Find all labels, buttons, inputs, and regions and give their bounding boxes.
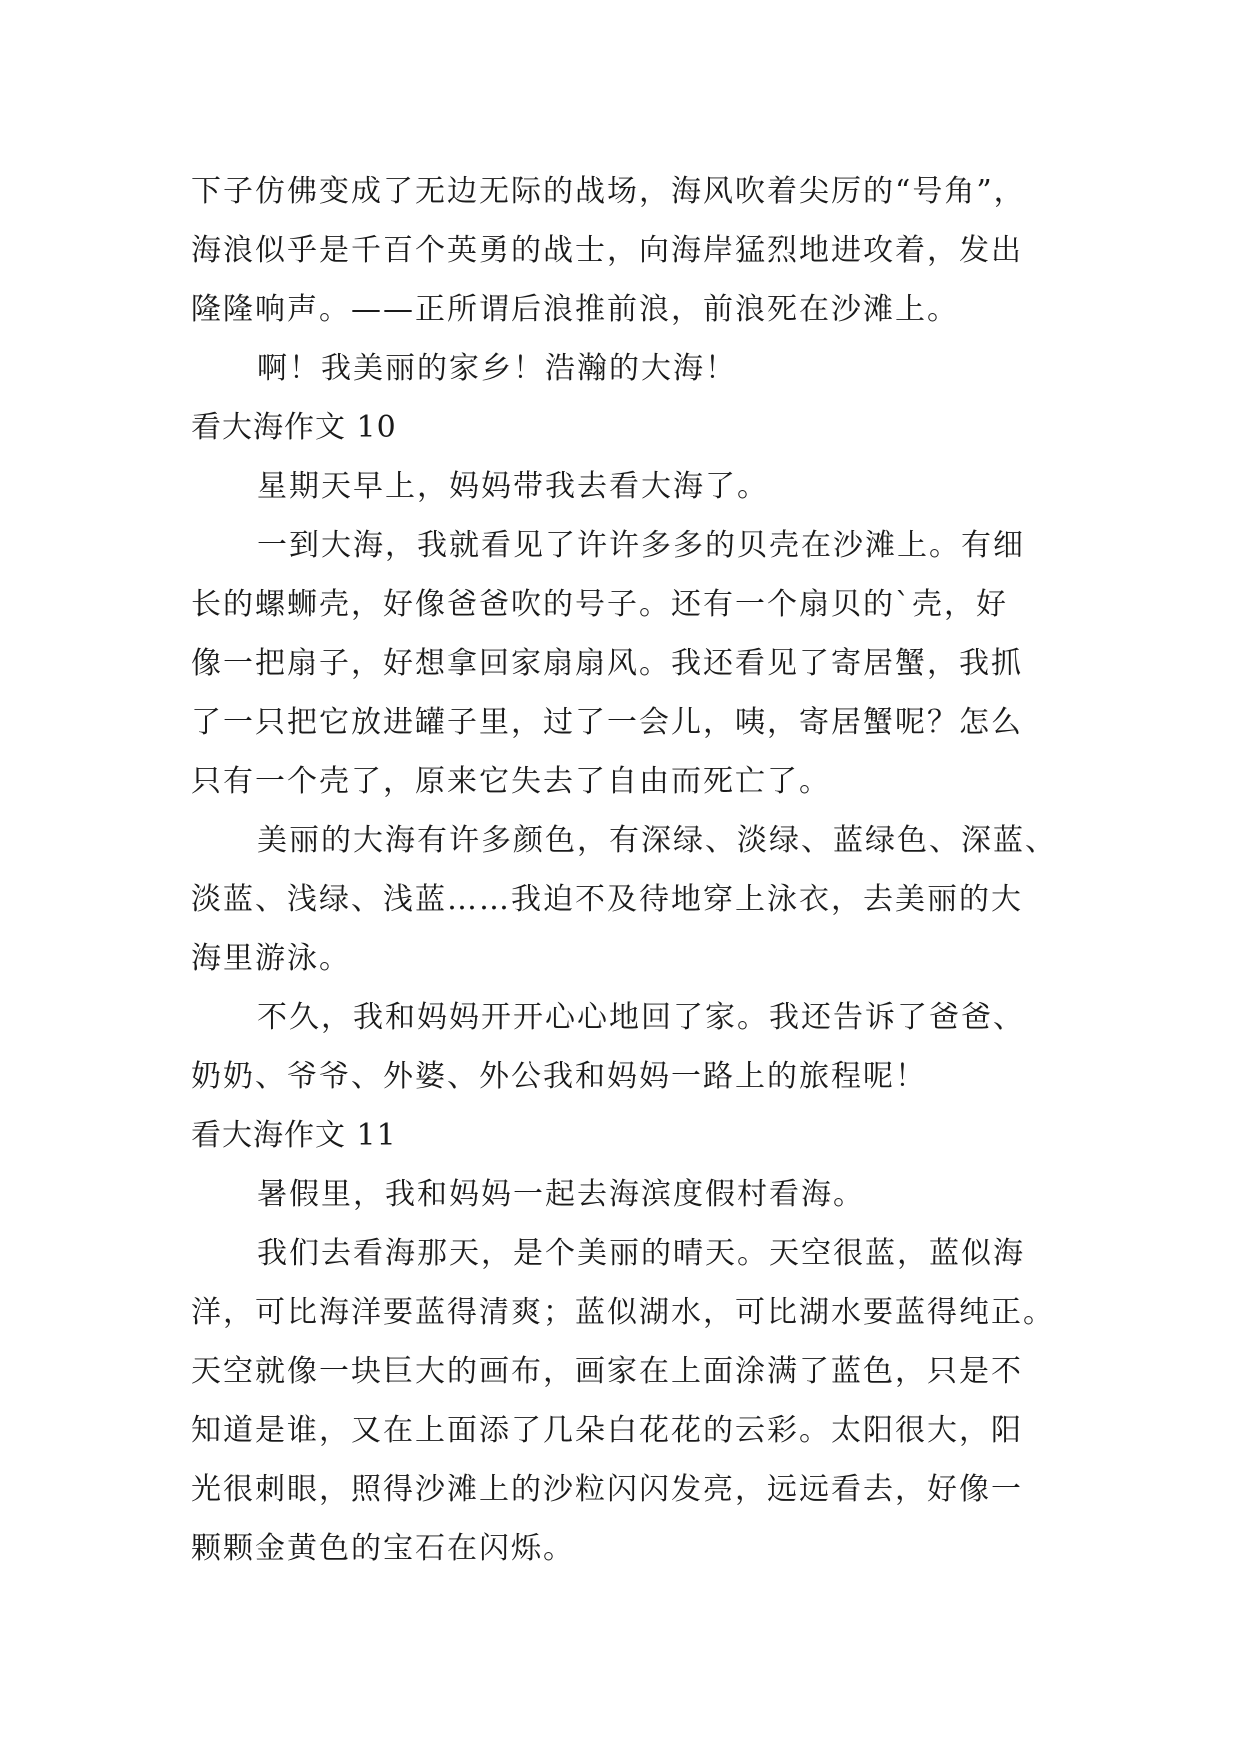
document-body [191, 162, 1061, 1578]
paragraph-line: 啊！我美丽的家乡！浩瀚的大海！ [257, 351, 737, 386]
section-heading-10: 看大海作文 10 [191, 410, 397, 445]
text-line: 知道是谁，又在上面添了几朵白花花的云彩。太阳很大，阳 [191, 1413, 1023, 1448]
paragraph-line: 一到大海，我就看见了许许多多的贝壳在沙滩上。有细 [257, 528, 1025, 563]
text-line: 长的螺蛳壳，好像爸爸吹的号子。还有一个扇贝的`壳，好 [191, 587, 1008, 622]
text-line: 光很刺眼，照得沙滩上的沙粒闪闪发亮，远远看去，好像一 [191, 1472, 1023, 1507]
paragraph-line: 我们去看海那天，是个美丽的晴天。天空很蓝，蓝似海 [257, 1236, 1025, 1271]
text-line: 洋，可比海洋要蓝得清爽；蓝似湖水，可比湖水要蓝得纯正。 [191, 1295, 1055, 1330]
paragraph-line: 星期天早上，妈妈带我去看大海了。 [257, 469, 769, 504]
text-line: 淡蓝、浅绿、浅蓝……我迫不及待地穿上泳衣，去美丽的大 [191, 882, 1023, 917]
text-line: 天空就像一块巨大的画布，画家在上面涂满了蓝色，只是不 [191, 1354, 1023, 1389]
text-line: 只有一个壳了，原来它失去了自由而死亡了。 [191, 764, 831, 799]
section-heading-11: 看大海作文 11 [191, 1118, 397, 1153]
text-line: 了一只把它放进罐子里，过了一会儿，咦，寄居蟹呢？怎么 [191, 705, 1023, 740]
text-line: 海里游泳。 [191, 941, 351, 976]
paragraph-line: 美丽的大海有许多颜色，有深绿、淡绿、蓝绿色、深蓝、 [257, 823, 1057, 858]
text-line: 奶奶、爷爷、外婆、外公我和妈妈一路上的旅程呢！ [191, 1059, 927, 1094]
text-line: 下子仿佛变成了无边无际的战场，海风吹着尖厉的“号角”， [191, 174, 1026, 209]
text-line: 海浪似乎是千百个英勇的战士，向海岸猛烈地进攻着，发出 [191, 233, 1023, 268]
text-line: 隆隆响声。——正所谓后浪推前浪，前浪死在沙滩上。 [191, 292, 959, 327]
text-line: 颗颗金黄色的宝石在闪烁。 [191, 1531, 575, 1566]
paragraph-line: 不久，我和妈妈开开心心地回了家。我还告诉了爸爸、 [257, 1000, 1025, 1035]
text-line: 像一把扇子，好想拿回家扇扇风。我还看见了寄居蟹，我抓 [191, 646, 1023, 681]
paragraph-line: 暑假里，我和妈妈一起去海滨度假村看海。 [257, 1177, 865, 1212]
